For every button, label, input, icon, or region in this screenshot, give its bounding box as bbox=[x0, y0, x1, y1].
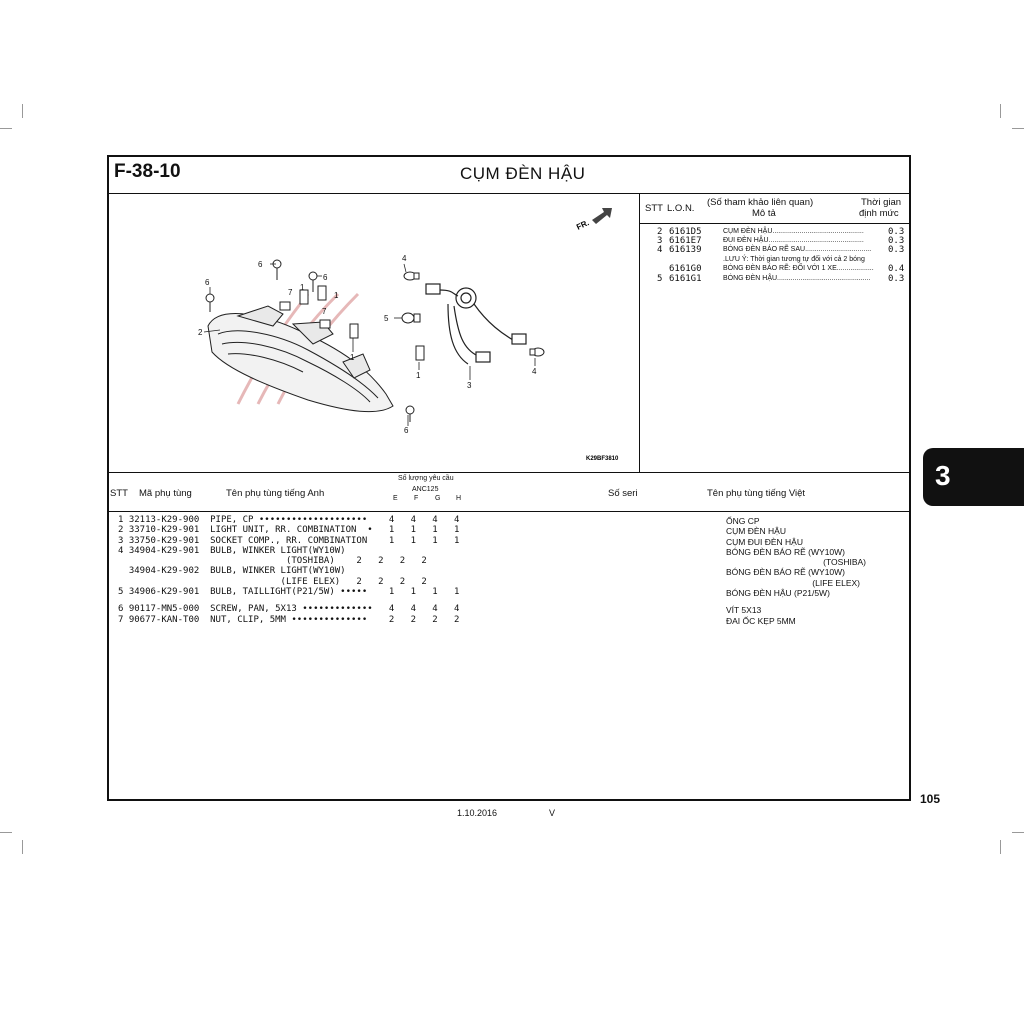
taillight-lens bbox=[208, 306, 393, 412]
vi-name: BÓNG ĐÈN HẬU (P21/5W) bbox=[726, 588, 830, 599]
lon-desc: ĐUI ĐÈN HẬU................................................. bbox=[723, 237, 864, 244]
vi-name: ỐNG CP bbox=[726, 516, 760, 526]
table-model: ANC125 bbox=[412, 486, 439, 493]
lon-time: 0.3 bbox=[888, 245, 905, 255]
qty-col-e: E bbox=[393, 495, 398, 502]
footer-date: 1.10.2016 bbox=[457, 808, 498, 818]
table-row: 3 33750-K29-901 SOCKET COMP., RR. COMBINATION 1 1 1 1 bbox=[118, 535, 460, 546]
lon-stt: 4 bbox=[657, 245, 663, 255]
crop-mark bbox=[1012, 128, 1024, 129]
callout: 2 bbox=[198, 328, 203, 337]
callout: 6 bbox=[404, 426, 409, 435]
section-tab-number: 3 bbox=[935, 460, 951, 491]
qty-col-g: G bbox=[435, 495, 441, 502]
lon-stt: 3 bbox=[657, 236, 663, 246]
lon-time: 0.3 bbox=[888, 227, 905, 237]
crop-mark bbox=[1012, 832, 1024, 833]
table-part-header: Mã phụ tùng bbox=[139, 488, 192, 499]
lon-code: 6161G0 bbox=[669, 264, 702, 274]
crop-mark bbox=[1000, 840, 1001, 854]
table-stt-header: STT bbox=[110, 488, 128, 499]
table-row: 5 34906-K29-901 BULB, TAILLIGHT(P21/5W) ••••• 1 1 1 1 bbox=[118, 587, 460, 598]
qty-col-f: F bbox=[414, 495, 419, 502]
table-serial-header: Số seri bbox=[608, 488, 638, 499]
table-header-divider bbox=[108, 511, 910, 512]
callout: 7 bbox=[288, 288, 293, 297]
lon-desc: BÓNG ĐÈN BÁO RẼ SAU.................................. bbox=[723, 246, 872, 253]
lon-time: 0.3 bbox=[888, 236, 905, 246]
qty-col-h: H bbox=[456, 495, 462, 502]
lon-divider bbox=[639, 194, 640, 472]
page-number: 105 bbox=[920, 792, 941, 806]
crop-mark bbox=[0, 832, 12, 833]
callout: 7 bbox=[322, 307, 327, 316]
table-row: 4 34904-K29-901 BULB, WINKER LIGHT(WY10W) bbox=[118, 545, 346, 556]
lon-code: 6161E7 bbox=[669, 236, 702, 246]
callout: 3 bbox=[467, 381, 472, 390]
callout: 1 bbox=[334, 291, 339, 300]
lon-code-header: L.O.N. bbox=[667, 203, 695, 214]
vi-spacer bbox=[726, 598, 866, 605]
vi-name: CỤM ĐÈN HẬU bbox=[726, 526, 786, 537]
page-title: CỤM ĐÈN HẬU bbox=[460, 164, 586, 183]
footer-version: V bbox=[549, 808, 556, 818]
socket-harness bbox=[426, 284, 526, 364]
vi-name-variant: (TOSHIBA) bbox=[823, 557, 866, 568]
lon-time: 0.4 bbox=[888, 264, 905, 274]
lon-code: 6161G1 bbox=[669, 274, 702, 284]
vi-name: ĐAI ỐC KẸP 5MM bbox=[726, 615, 796, 626]
lon-time-header-2: định mức bbox=[859, 208, 899, 219]
section-tab bbox=[923, 448, 1024, 506]
crop-mark bbox=[0, 128, 12, 129]
lon-stt: 5 bbox=[657, 274, 663, 284]
parts-list-vi bbox=[726, 516, 866, 626]
diagram-ref-code: K29BF3810 bbox=[586, 456, 619, 462]
callout: 6 bbox=[323, 273, 328, 282]
callout: 5 bbox=[384, 314, 389, 323]
lon-code: 6161D5 bbox=[669, 227, 702, 237]
table-row-spacer bbox=[118, 597, 459, 604]
lon-desc: CỤM ĐÈN HẬU............................................... bbox=[723, 228, 864, 235]
table-name-vi-header: Tên phụ tùng tiếng Việt bbox=[707, 488, 806, 499]
lon-desc-header: Mô tả bbox=[752, 208, 776, 219]
table-qty-header: Số lượng yêu cầu bbox=[398, 475, 454, 482]
table-row: 2 33710-K29-901 LIGHT UNIT, RR. COMBINATION • 1 1 1 1 bbox=[118, 525, 460, 536]
table-row: (TOSHIBA) 2 2 2 2 bbox=[118, 556, 427, 567]
callout: 6 bbox=[258, 260, 263, 269]
callout: 1 bbox=[416, 371, 421, 380]
callout: 4 bbox=[532, 367, 537, 376]
lon-desc: BÓNG ĐÈN HẬU................................................ bbox=[723, 275, 871, 282]
table-row: 1 32113-K29-900 PIPE, CP •••••••••••••••••••• 4 4 4 4 bbox=[118, 515, 460, 525]
vi-name: VÍT 5X13 bbox=[726, 605, 762, 616]
lon-stt: 2 bbox=[657, 227, 663, 237]
lon-desc: BÓNG ĐÈN BÁO RẼ: ĐỐI VỚI 1 XE................... bbox=[723, 265, 874, 272]
exploded-parts-diagram bbox=[108, 194, 639, 472]
callout: 6 bbox=[205, 278, 210, 287]
lon-code: 616139 bbox=[669, 245, 702, 255]
crop-mark bbox=[22, 104, 23, 118]
lon-header-divider bbox=[640, 223, 910, 224]
table-row: 6 90117-MN5-000 SCREW, PAN, 5X13 ••••••••••••• 4 4 4 4 bbox=[118, 604, 460, 615]
table-row: (LIFE ELEX) 2 2 2 2 bbox=[118, 576, 427, 587]
vi-name: CỤM ĐUI ĐÈN HẬU bbox=[726, 536, 803, 547]
crop-mark bbox=[1000, 104, 1001, 118]
lon-time-header-1: Thời gian bbox=[861, 197, 902, 208]
callout: 4 bbox=[402, 254, 407, 263]
parts-list-en bbox=[118, 515, 459, 625]
vi-name-variant: (LIFE ELEX) bbox=[812, 577, 860, 588]
front-arrow bbox=[575, 208, 612, 232]
table-row: 7 90677-KAN-T00 NUT, CLIP, 5MM •••••••••••••• 2 2 2 2 bbox=[118, 614, 460, 625]
lon-time: 0.3 bbox=[888, 274, 905, 284]
diagram-divider bbox=[108, 472, 910, 473]
lon-ref-header: (Số tham khảo liên quan) bbox=[707, 197, 814, 208]
lon-note-text: .LƯU Ý: Thời gian tương tự đối với cả 2 bóng bbox=[723, 256, 865, 263]
crop-mark bbox=[22, 840, 23, 854]
vi-name: BÓNG ĐÈN BÁO RẼ (WY10W) bbox=[726, 546, 846, 557]
callout: 1 bbox=[350, 353, 355, 362]
callout: 1 bbox=[300, 283, 305, 292]
front-label: FR. bbox=[575, 218, 591, 232]
lon-stt-header: STT bbox=[645, 203, 663, 214]
table-row: 34904-K29-902 BULB, WINKER LIGHT(WY10W) bbox=[118, 566, 346, 577]
figure-code: F-38-10 bbox=[114, 161, 181, 182]
table-name-en-header: Tên phụ tùng tiếng Anh bbox=[226, 488, 325, 499]
vi-name: BÓNG ĐÈN BÁO RẼ (WY10W) bbox=[726, 567, 846, 578]
